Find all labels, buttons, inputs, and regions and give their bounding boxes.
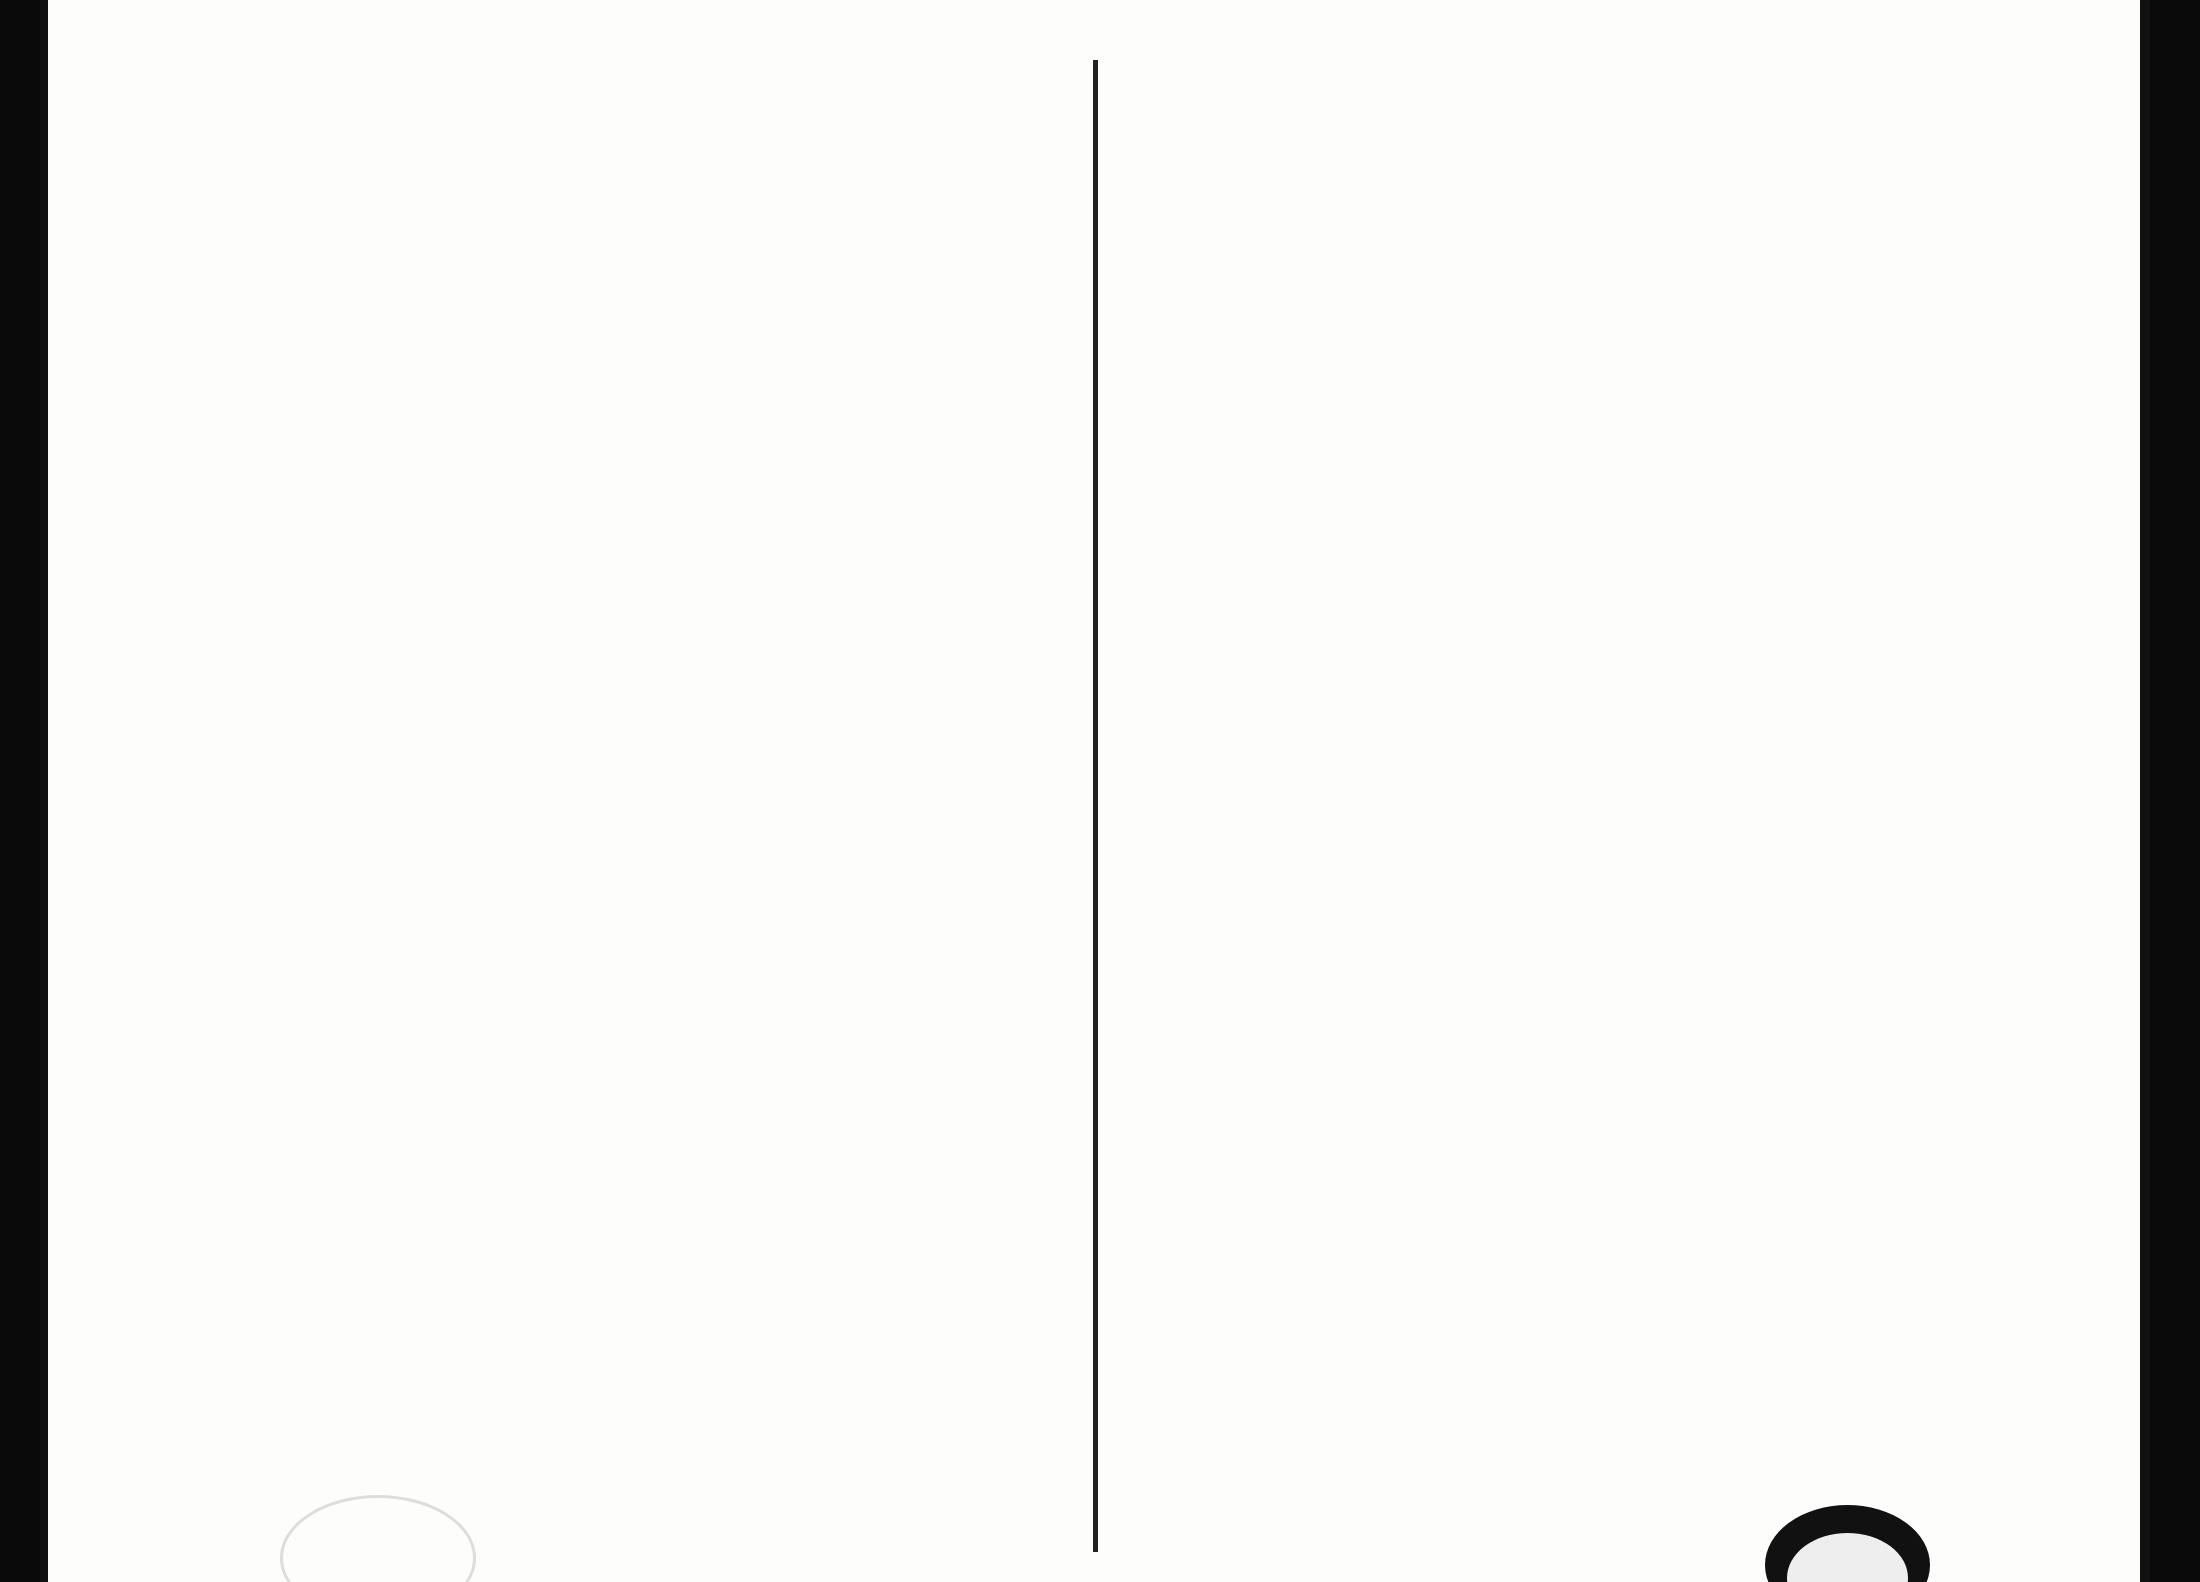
register-page	[40, 0, 2150, 1582]
ledger-grid	[40, 0, 2150, 1582]
